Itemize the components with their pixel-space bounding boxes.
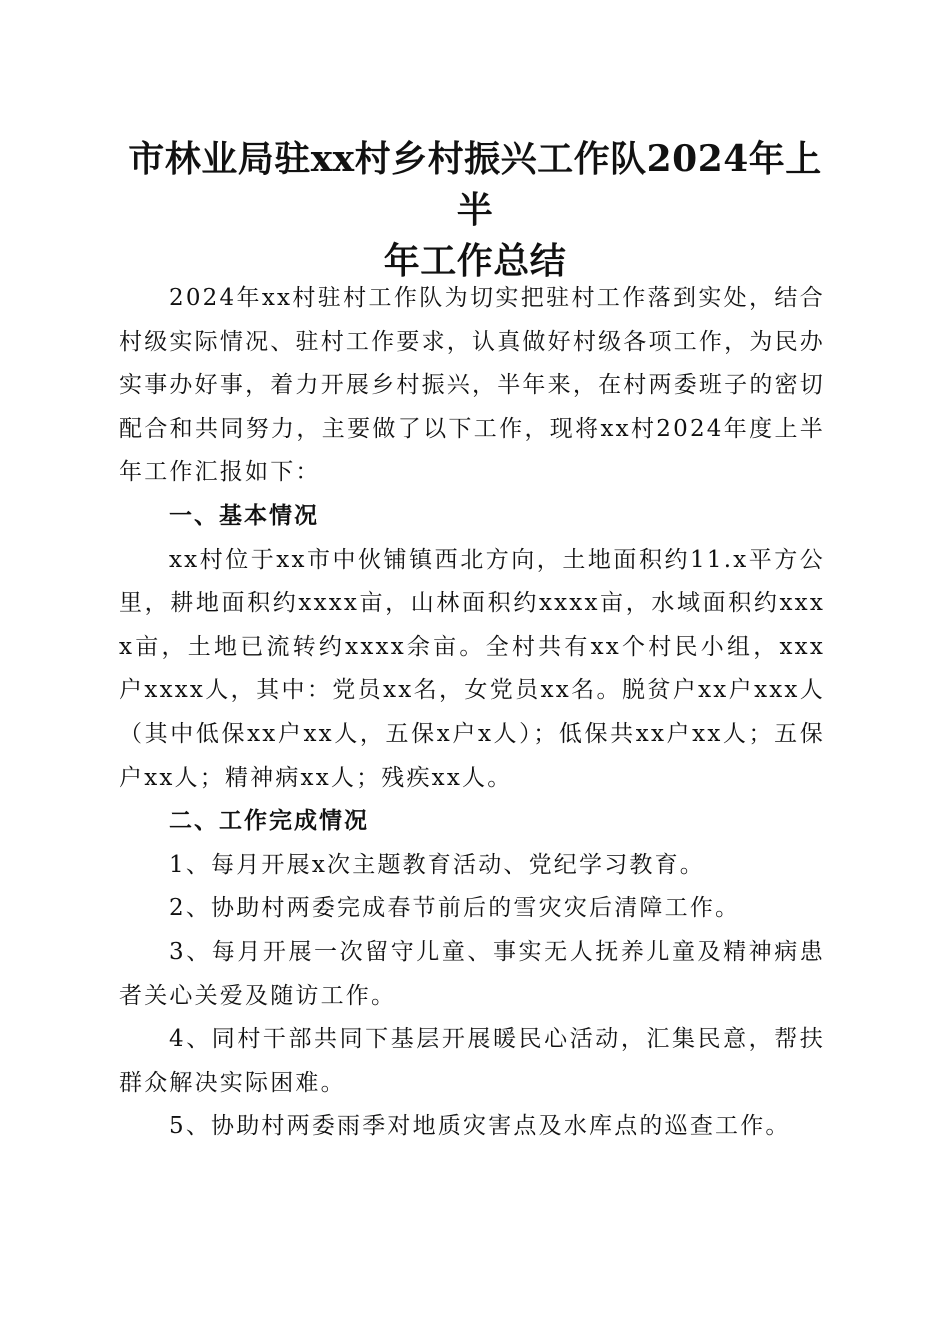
title-line-1: 市林业局驻xx村乡村振兴工作队2024年上半 xyxy=(128,138,822,231)
basic-info-paragraph: xx村位于xx市中伙铺镇西北方向，土地面积约11.x平方公里，耕地面积约xxxx亩，山林面积约xxxx亩，水域面积约xxxx亩，土地已流转约xxxx余亩。全村共有xx个村民小组，xxx户xxxx人，其中：党员xx名，女党员xx名。脱贫户xx户xxx人（其中低保xx户xx人，五保x户x人）；低保共xx户xx人；五保户xx人；精神病xx人；残疾xx人。 xyxy=(119,546,825,791)
document-title xyxy=(110,134,840,287)
intro-paragraph: 2024年xx村驻村工作队为切实把驻村工作落到实处，结合村级实际情况、驻村工作要求，认真做好村级各项工作，为民办实事办好事，着力开展乡村振兴，半年来，在村两委班子的密切配合和共同努力，主要做了以下工作，现将xx村2024年度上半年工作汇报如下： xyxy=(119,285,825,486)
section-heading-work-completion: 二、工作完成情况 xyxy=(169,808,369,835)
work-item-2: 2、协助村两委完成春节前后的雪灾灾后清障工作。 xyxy=(169,895,741,922)
document-body xyxy=(119,277,825,1149)
work-item-5: 5、协助村两委雨季对地质灾害点及水库点的巡查工作。 xyxy=(169,1113,791,1140)
section-heading-basic-info: 一、基本情况 xyxy=(169,502,319,529)
work-item-4: 4、同村干部共同下基层开展暖民心活动，汇集民意，帮扶群众解决实际困难。 xyxy=(119,1026,825,1096)
work-item-1: 1、每月开展x次主题教育活动、党纪学习教育。 xyxy=(169,851,706,878)
work-item-3: 3、每月开展一次留守儿童、事实无人抚养儿童及精神病患者关心关爱及随访工作。 xyxy=(119,938,825,1009)
title-line-2: 年工作总结 xyxy=(383,240,567,282)
